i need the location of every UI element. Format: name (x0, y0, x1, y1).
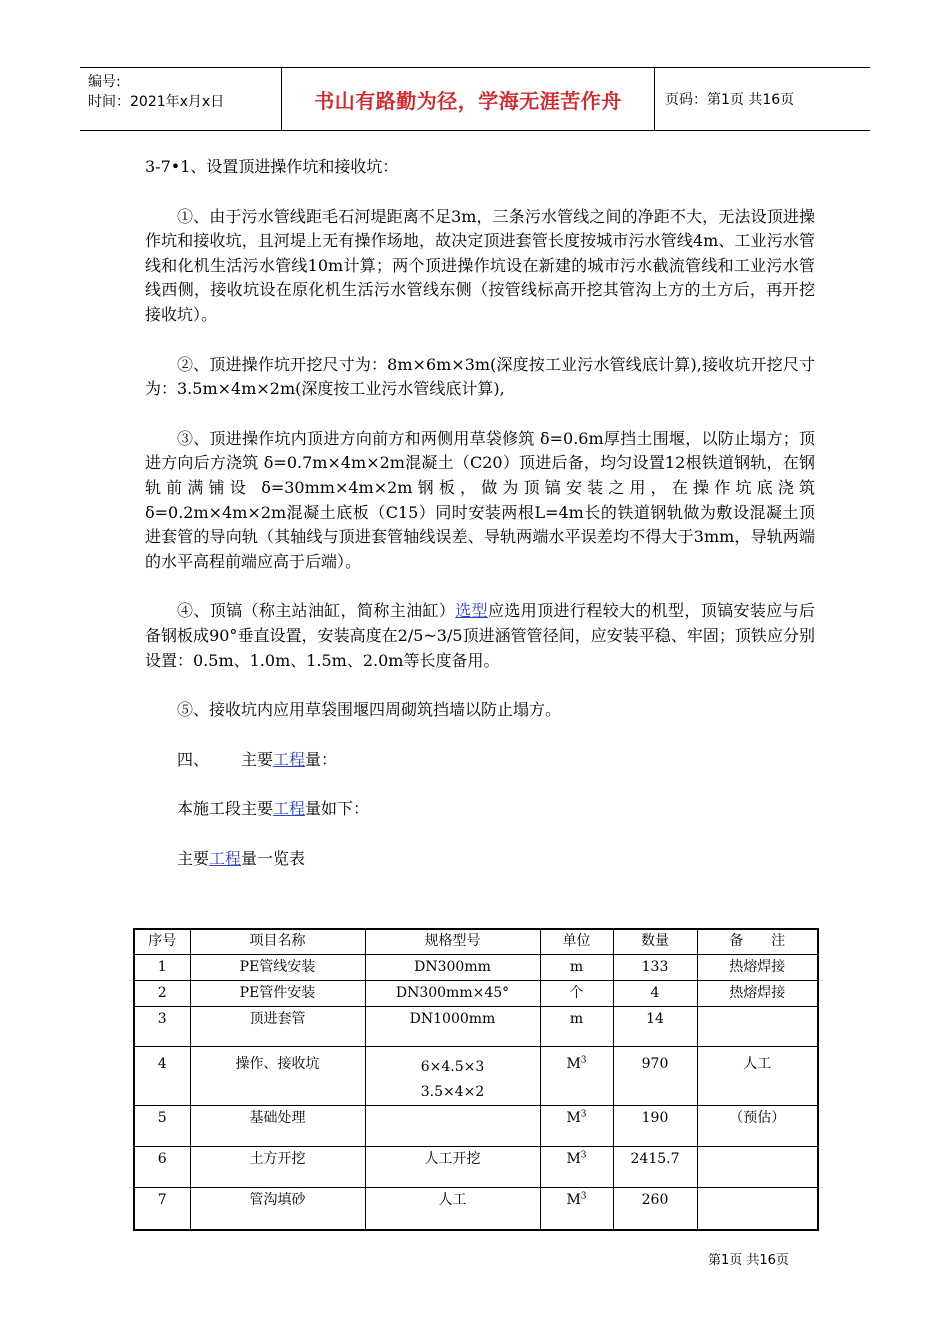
cell-note (697, 1147, 818, 1188)
cell-note: 热熔焊接 (697, 955, 818, 981)
unit-text: M (566, 1056, 581, 1072)
unit-text: M (566, 1151, 581, 1167)
cell-name: PE管件安装 (190, 981, 365, 1007)
xuanxing-link[interactable]: 选型 (455, 601, 488, 621)
cell-qty: 190 (613, 1106, 697, 1147)
table-caption-text-a: 主要 (177, 848, 210, 868)
cell-note: 热熔焊接 (697, 981, 818, 1007)
table-header-row (134, 929, 818, 955)
cell-no: 5 (134, 1106, 190, 1147)
header-cell-qty: 数量 (613, 929, 697, 955)
cell-spec (365, 1047, 540, 1106)
cell-spec (365, 1106, 540, 1147)
gongcheng-link-2[interactable]: 工程 (273, 799, 306, 819)
header-meta (80, 68, 282, 130)
cell-unit: 个 (540, 981, 613, 1007)
cell-spec: DN300mm×45° (365, 981, 540, 1007)
header-cell-name: 项目名称 (190, 929, 365, 955)
section-4-text-b: 量： (305, 749, 338, 769)
table-caption-text-b: 量一览表 (241, 848, 306, 868)
gongcheng-link-3[interactable]: 工程 (209, 848, 242, 868)
cell-note: （预估） (697, 1106, 818, 1147)
section-4-number: 四、 (177, 749, 210, 769)
cell-name: PE管线安装 (190, 955, 365, 981)
cell-name: 土方开挖 (190, 1147, 365, 1188)
table-row (134, 1007, 818, 1047)
paragraph-6-text-b: 量如下： (305, 799, 370, 819)
unit-text: M (566, 1110, 581, 1126)
cell-qty: 14 (613, 1007, 697, 1047)
cell-unit (540, 1047, 613, 1106)
header-cell-unit: 单位 (540, 929, 613, 955)
page-header (80, 67, 870, 131)
cell-spec: 人工开挖 (365, 1147, 540, 1188)
paragraph-4-text-b: 应选用顶进行程较大的机型，顶镐安装应与后备钢板成90°垂直设置，安装高度在2/5~3/5顶进涵管管径间，应安装平稳、牢固；顶铁应分别设置：0.5m、1.0m、1.5m、2.0m等长度备用。 (145, 601, 815, 670)
cell-no: 7 (134, 1188, 190, 1230)
section-4-heading (145, 748, 815, 773)
cell-spec: DN1000mm (365, 1007, 540, 1047)
table-row (134, 955, 818, 981)
header-motto: 书山有路勤为径，学海无涯苦作舟 (282, 68, 655, 130)
cell-spec-line-2: 3.5×4×2 (420, 1084, 485, 1100)
paragraph-6-text-a: 本施工段主要 (177, 799, 274, 819)
cell-no: 4 (134, 1047, 190, 1106)
cell-spec: 人工 (365, 1188, 540, 1230)
paragraph-5: ⑤、接收坑内应用草袋围堰四周砌筑挡墙以防止塌方。 (177, 700, 562, 720)
cell-name: 顶进套管 (190, 1007, 365, 1047)
table-row (134, 981, 818, 1007)
table-row (134, 1147, 818, 1188)
unit-superscript: 3 (580, 1109, 587, 1120)
cell-spec-line-1: 6×4.5×3 (420, 1059, 485, 1075)
unit-superscript: 3 (580, 1191, 587, 1202)
cell-unit (540, 1106, 613, 1147)
cell-qty: 260 (613, 1188, 697, 1230)
cell-no: 3 (134, 1007, 190, 1047)
unit-superscript: 3 (580, 1150, 587, 1161)
quantity-table (133, 928, 819, 1231)
unit-superscript: 3 (580, 1055, 587, 1066)
cell-unit: m (540, 955, 613, 981)
paragraph-4-text-a: ④、顶镐（称主站油缸，简称主油缸） (177, 601, 456, 621)
header-page-label: 页码：第1页 共16页 (665, 92, 795, 108)
header-cell-note: 备 注 (697, 929, 818, 955)
cell-qty: 4 (613, 981, 697, 1007)
cell-note: 人工 (697, 1047, 818, 1106)
section-heading: 3-7•1、设置顶进操作坑和接收坑： (145, 157, 399, 176)
table-caption (145, 847, 815, 872)
paragraph-1: ①、由于污水管线距毛石河堤距离不足3m，三条污水管线之间的净距不大，无法设顶进操作坑和接收坑，且河堤上无有操作场地，故决定顶进套管长度按城市污水管线4m、工业污水管线和化机生活污水管线10m计算；两个顶进操作坑设在新建的城市污水截流管线和工业污水管线西侧，接收坑设在原化机生活污水管线东侧（按管线标高开挖其管沟上方的土方后，再开挖接收坑）。 (145, 206, 815, 324)
table-row (134, 1188, 818, 1230)
header-cell-no: 序号 (134, 929, 190, 955)
page-footer: 第1页 共16页 (708, 1253, 789, 1268)
cell-unit (540, 1188, 613, 1230)
paragraph-4 (145, 599, 815, 673)
document-body (145, 155, 815, 871)
header-cell-spec: 规格型号 (365, 929, 540, 955)
cell-unit: m (540, 1007, 613, 1047)
section-4-text-a: 主要 (241, 749, 274, 769)
time-label: 时间：2021年x月x日 (88, 94, 225, 110)
unit-text: M (566, 1192, 581, 1208)
number-label: 编号: (88, 74, 121, 90)
cell-qty: 2415.7 (613, 1147, 697, 1188)
cell-note (697, 1007, 818, 1047)
cell-no: 6 (134, 1147, 190, 1188)
gongcheng-link-1[interactable]: 工程 (273, 749, 306, 769)
table-row (134, 1106, 818, 1147)
cell-name: 操作、接收坑 (190, 1047, 365, 1106)
paragraph-2: ②、顶进操作坑开挖尺寸为：8m×6m×3m(深度按工业污水管线底计算),接收坑开挖尺寸为：3.5m×4m×2m(深度按工业污水管线底计算), (145, 354, 815, 399)
cell-qty: 133 (613, 955, 697, 981)
cell-no: 2 (134, 981, 190, 1007)
cell-note (697, 1188, 818, 1230)
cell-no: 1 (134, 955, 190, 981)
paragraph-3: ③、顶进操作坑内顶进方向前方和两侧用草袋修筑 δ=0.6m厚挡土围堰，以防止塌方；顶进方向后方浇筑 δ=0.7m×4m×2m混凝土（C20）顶进后备，均匀设置12根铁道钢轨，在钢轨前满铺设 δ=30mm×4m×2m钢板，做为顶镐安装之用，在操作坑底浇筑 δ=0.2m×4m×2m混凝土底板（C15）同时安装两根L=4m长的铁道钢轨做为敷设混凝土顶进套管的导向轨（其轴线与顶进套管轴线误差、导轨两端水平误差均不得大于3mm，导轨两端的水平高程前端应高于后端）。 (145, 428, 815, 571)
cell-name: 管沟填砂 (190, 1188, 365, 1230)
cell-unit (540, 1147, 613, 1188)
cell-name: 基础处理 (190, 1106, 365, 1147)
cell-qty: 970 (613, 1047, 697, 1106)
table-row (134, 1047, 818, 1106)
cell-spec: DN300mm (365, 955, 540, 981)
paragraph-6 (145, 797, 815, 822)
